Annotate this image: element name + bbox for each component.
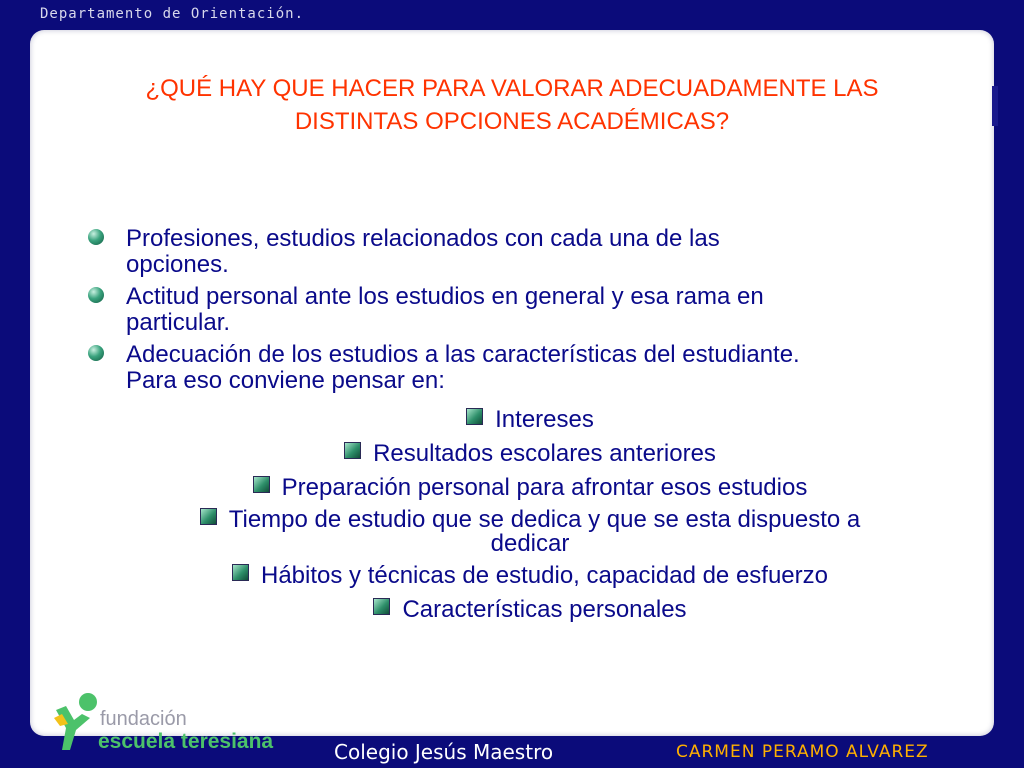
sub-bullet-text: Resultados escolares anteriores bbox=[373, 440, 716, 467]
logo-text-fundacion: fundación bbox=[100, 708, 187, 730]
bullet-item bbox=[86, 342, 926, 394]
sub-bullet-text-line-2: dedicar bbox=[490, 530, 570, 557]
sub-bullet-item bbox=[120, 474, 940, 502]
bullet-text-line-1: Actitud personal ante los estudios en general y esa rama en bbox=[126, 283, 764, 310]
sub-bullet-item bbox=[120, 440, 940, 468]
square-bullet-icon bbox=[253, 476, 270, 493]
sub-bullet-text: Intereses bbox=[495, 406, 594, 433]
bullet-text-line-1: Profesiones, estudios relacionados con cada una de las bbox=[126, 225, 720, 252]
bullet-list bbox=[86, 226, 926, 400]
sub-bullet-list bbox=[120, 406, 940, 630]
bullet-text-line-1: Adecuación de los estudios a las características del estudiante. bbox=[126, 341, 800, 368]
sub-bullet-text: Características personales bbox=[402, 596, 687, 623]
square-bullet-icon bbox=[344, 442, 361, 459]
footer-author-name: CARMEN PERAMO ALVAREZ bbox=[676, 742, 929, 762]
square-bullet-icon bbox=[466, 408, 483, 425]
square-bullet-icon bbox=[373, 598, 390, 615]
bullet-item bbox=[86, 226, 926, 278]
bullet-text-line-2: Para eso conviene pensar en: bbox=[126, 367, 445, 394]
sub-bullet-text: Preparación personal para afrontar esos estudios bbox=[281, 474, 808, 501]
bullet-item bbox=[86, 284, 926, 336]
department-header: Departamento de Orientación. bbox=[40, 6, 305, 22]
sub-bullet-text: Tiempo de estudio que se dedica y que se esta dispuesto a bbox=[228, 506, 861, 533]
bullet-text-line-2: particular. bbox=[126, 309, 231, 336]
round-bullet-icon bbox=[88, 229, 104, 245]
slide-title-line-2: DISTINTAS OPCIONES ACADÉMICAS? bbox=[294, 108, 730, 135]
panel-edge-decoration bbox=[992, 86, 998, 126]
square-bullet-icon bbox=[200, 508, 217, 525]
bullet-text-line-2: opciones. bbox=[126, 251, 229, 278]
square-bullet-icon bbox=[232, 564, 249, 581]
sub-bullet-item bbox=[120, 596, 940, 624]
round-bullet-icon bbox=[88, 345, 104, 361]
sub-bullet-item bbox=[120, 562, 940, 590]
slide-title-line-1: ¿QUÉ HAY QUE HACER PARA VALORAR ADECUADAMENTE LAS bbox=[145, 75, 879, 102]
sub-bullet-item bbox=[120, 406, 940, 434]
slide-title bbox=[40, 72, 984, 138]
footer-school-name: Colegio Jesús Maestro bbox=[334, 740, 554, 764]
logo-text-escuela: escuela teresiana bbox=[98, 730, 274, 753]
round-bullet-icon bbox=[88, 287, 104, 303]
sub-bullet-item bbox=[120, 508, 940, 556]
sub-bullet-text: Hábitos y técnicas de estudio, capacidad de esfuerzo bbox=[260, 562, 828, 589]
